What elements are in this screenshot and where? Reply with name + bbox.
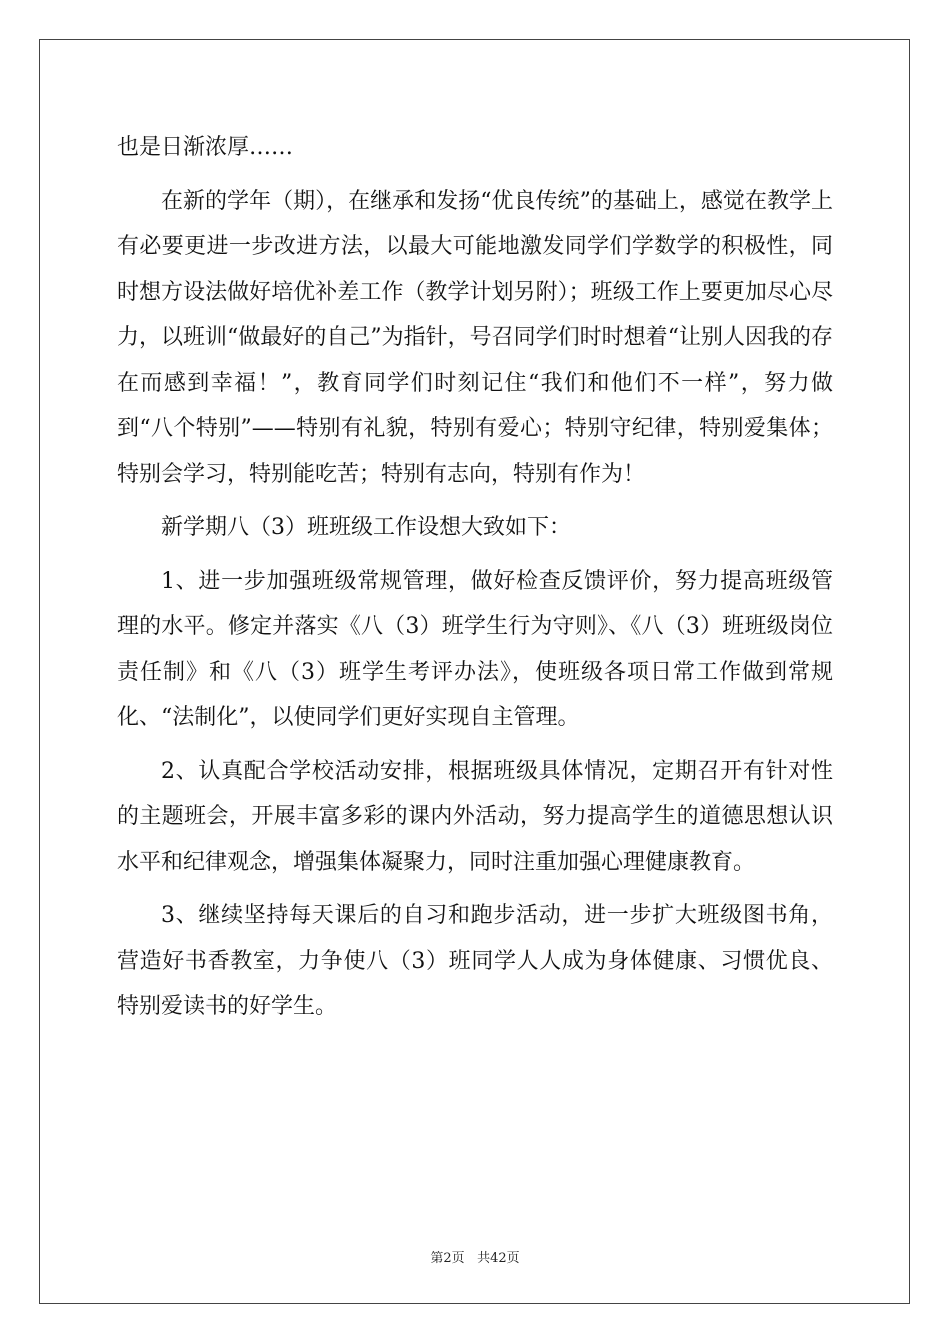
page-total: 共42页 — [477, 1251, 520, 1266]
page-number: 第2页 — [430, 1251, 465, 1266]
paragraph-continuation: 也是日渐浓厚…… — [117, 135, 294, 160]
document-body — [117, 125, 833, 1038]
page-footer — [0, 1247, 950, 1266]
paragraph-item-3: 3、继续坚持每天课后的自习和跑步活动，进一步扩大班级图书角，营造好书香教室，力争使八（3）班同学人人成为身体健康、习惯优良、特别爱读书的好学生。 — [117, 903, 833, 1019]
paragraph-intro: 在新的学年（期），在继承和发扬“优良传统”的基础上，感觉在教学上有必要更进一步改进方法，以最大可能地激发同学们学数学的积极性，同时想方设法做好培优补差工作（教学计划另附）；班级工作上要更加尽心尽力，以班训“做最好的自己”为指针，号召同学们时时想着“让别人因我的存在而感到幸福！”，教育同学们时刻记住“我们和他们不一样”，努力做到“八个特别”——特别有礼貌，特别有爱心；特别守纪律，特别爱集体；特别会学习，特别能吃苦；特别有志向，特别有作为！ — [117, 188, 833, 487]
paragraph-item-1: 1、进一步加强班级常规管理，做好检查反馈评价，努力提高班级管理的水平。修定并落实《八（3）班学生行为守则》、《八（3）班班级岗位责任制》和《八（3）班学生考评办法》，使班级各项日常工作做到常规化、“法制化”，以使同学们更好实现自主管理。 — [117, 568, 833, 730]
paragraph-plan-heading: 新学期八（3）班班级工作设想大致如下： — [161, 515, 571, 540]
paragraph-item-2: 2、认真配合学校活动安排，根据班级具体情况，定期召开有针对性的主题班会，开展丰富多彩的课内外活动，努力提高学生的道德思想认识水平和纪律观念，增强集体凝聚力，同时注重加强心理健康教育。 — [117, 758, 833, 875]
